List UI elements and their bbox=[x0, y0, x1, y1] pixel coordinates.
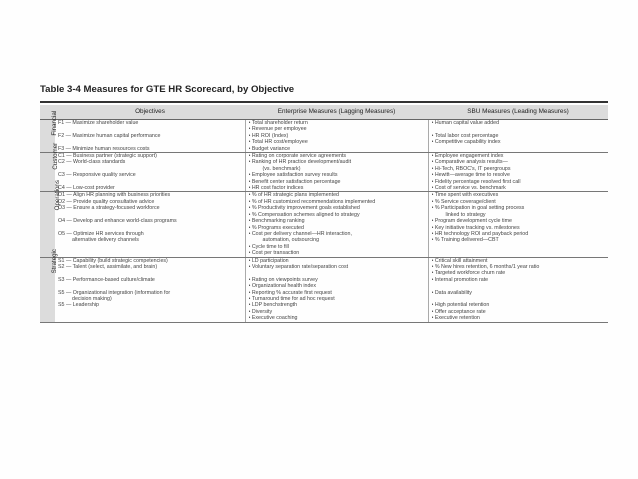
enterprise-measure-item: • Total shareholder return bbox=[249, 120, 425, 126]
table-row bbox=[40, 120, 608, 133]
sbu-measure-item: • Targeted workforce churn rate bbox=[432, 270, 606, 276]
sbu-measure-item: • Data availability bbox=[432, 290, 606, 296]
enterprise-measure-item: • Cost per delivery channel—HR interaction, bbox=[249, 231, 425, 237]
objective-cell bbox=[55, 133, 245, 146]
enterprise-measure-cell bbox=[245, 146, 428, 153]
header-row bbox=[40, 105, 608, 120]
table-row bbox=[40, 277, 608, 290]
enterprise-measure-cell bbox=[245, 153, 428, 173]
enterprise-measure-item: • Voluntary separation rate/separation cost bbox=[249, 264, 425, 270]
objective-cell bbox=[55, 231, 245, 257]
sbu-measure-item: • HR technology ROI and payback period bbox=[432, 231, 606, 237]
sbu-measure-item: • Offer acceptance rate bbox=[432, 309, 606, 315]
table-row bbox=[40, 290, 608, 303]
group-label-cell bbox=[40, 248, 59, 322]
sbu-measure-item: • Cost of service vs. benchmark bbox=[432, 185, 606, 191]
enterprise-measure-item: automation, outsourcing bbox=[262, 237, 320, 244]
objective-item: S3 — Performance-based culture/climate bbox=[58, 276, 155, 283]
table-row bbox=[40, 218, 608, 231]
objective-cell bbox=[55, 192, 245, 218]
objective-cell bbox=[55, 218, 245, 231]
table-row bbox=[40, 146, 608, 153]
sbu-measure-item: • Executive retention bbox=[432, 315, 606, 321]
sbu-measure-cell bbox=[428, 277, 608, 290]
objective-cell bbox=[55, 257, 245, 277]
sbu-measure-item: • Time spent with executives bbox=[432, 192, 606, 198]
enterprise-measure-item: (vs. benchmark) bbox=[262, 165, 301, 172]
sbu-measure-item: • Program development cycle time bbox=[432, 218, 606, 224]
sbu-measure-item: • % Participation in goal setting process bbox=[432, 205, 606, 211]
enterprise-measure-cell bbox=[245, 290, 428, 303]
objective-item: F2 — Maximize human capital performance bbox=[58, 132, 161, 139]
enterprise-measure-item: • Executive coaching bbox=[249, 315, 425, 321]
enterprise-measure-item: • HR ROI (Index) bbox=[249, 133, 425, 139]
sbu-measure-cell bbox=[428, 172, 608, 192]
sbu-measure-item: • Competitive capability index bbox=[432, 139, 606, 145]
sbu-measure-cell bbox=[428, 302, 608, 322]
enterprise-measure-item: • Rating on viewpoints survey bbox=[249, 277, 425, 283]
sbu-measure-item: linked to strategy bbox=[445, 211, 486, 218]
enterprise-measure-item: • LD participation bbox=[249, 258, 425, 264]
enterprise-measure-item: • % Productivity improvement goals established bbox=[249, 205, 425, 211]
sbu-measure-item: • Hi-Tech, RBOC's, IT peergroups bbox=[432, 166, 606, 172]
sbu-measure-cell bbox=[428, 146, 608, 153]
enterprise-measure-item: • Benchmarking ranking bbox=[249, 218, 425, 224]
sbu-measure-item: • Key initiative tracking vs. milestones bbox=[432, 225, 606, 231]
enterprise-measure-item: • LDP benchstrength bbox=[249, 302, 425, 308]
title-rule bbox=[40, 101, 608, 103]
table-row bbox=[40, 153, 608, 173]
objective-cell bbox=[55, 302, 245, 322]
enterprise-measure-item: • Organizational health index bbox=[249, 283, 425, 289]
sbu-measure-item: • Total labor cost percentage bbox=[432, 133, 606, 139]
enterprise-measure-cell bbox=[245, 231, 428, 257]
sbu-measure-item: • Critical skill attainment bbox=[432, 258, 606, 264]
sbu-measure-cell bbox=[428, 231, 608, 257]
table-row bbox=[40, 172, 608, 192]
sbu-measure-cell bbox=[428, 153, 608, 173]
enterprise-measure-cell bbox=[245, 120, 428, 133]
sbu-measure-cell bbox=[428, 218, 608, 231]
sbu-measure-item: • % Training delivered—CBT bbox=[432, 237, 606, 243]
sbu-measure-item: • Fidelity percentage resolved first call bbox=[432, 179, 606, 185]
enterprise-measure-cell bbox=[245, 192, 428, 218]
sbu-measure-item: • % New hires retention, 6 months/1 year ratio bbox=[432, 264, 606, 270]
sbu-measure-cell bbox=[428, 290, 608, 303]
enterprise-measure-item: • % of HR customized recommendations implemented bbox=[249, 199, 425, 205]
objective-item: F3 — Minimize human resources costs bbox=[58, 145, 150, 152]
enterprise-measure-cell bbox=[245, 218, 428, 231]
header-sbu-measures: SBU Measures (Leading Measures) bbox=[428, 105, 608, 120]
table-row bbox=[40, 257, 608, 277]
objective-item: C4 — Low-cost provider bbox=[58, 185, 115, 192]
sbu-measure-cell bbox=[428, 120, 608, 133]
enterprise-measure-item: • Reporting % accurate first request bbox=[249, 290, 425, 296]
header-enterprise-measures: Enterprise Measures (Lagging Measures) bbox=[245, 105, 428, 120]
table-row bbox=[40, 133, 608, 146]
enterprise-measure-item: • Cost per transaction bbox=[249, 250, 425, 256]
sbu-measure-item: • Employee engagement index bbox=[432, 153, 606, 159]
group-label: Strategic bbox=[51, 248, 59, 273]
objective-item: O1 — Align HR planning with business priorities bbox=[58, 192, 171, 199]
sbu-measure-item: • Hewitt—average time to resolve bbox=[432, 172, 606, 178]
objective-item: O5 — Optimize HR services through bbox=[58, 230, 144, 237]
sbu-measure-item: • % Service coverage/client bbox=[432, 199, 606, 205]
enterprise-measure-item: • Cycle time to fill bbox=[249, 244, 425, 250]
enterprise-measure-item: • % of HR strategic plans implemented bbox=[249, 192, 425, 198]
scorecard-table bbox=[40, 105, 608, 323]
sbu-measure-cell bbox=[428, 257, 608, 277]
enterprise-measure-item: • Employee satisfaction survey results bbox=[249, 172, 425, 178]
sbu-measure-item: • High potential retention bbox=[432, 302, 606, 308]
objective-item: O4 — Develop and enhance world-class programs bbox=[58, 218, 177, 225]
table-row bbox=[40, 231, 608, 257]
objective-item: decision making) bbox=[72, 295, 112, 302]
objective-cell bbox=[55, 153, 245, 173]
sbu-measure-item: • Human capital value added bbox=[432, 120, 606, 126]
group-label: Financial bbox=[51, 110, 59, 136]
enterprise-measure-item: • Budget variance bbox=[249, 146, 425, 152]
objective-item: S5 — Leadership bbox=[58, 302, 99, 309]
enterprise-measure-cell bbox=[245, 133, 428, 146]
enterprise-measure-item: • % Compensation schemes aligned to strategy bbox=[249, 212, 425, 218]
objective-item: C1 — Business partner (strategic support) bbox=[58, 153, 157, 160]
objective-cell bbox=[55, 172, 245, 192]
enterprise-measure-item: • Revenue per employee bbox=[249, 126, 425, 132]
enterprise-measure-cell bbox=[245, 302, 428, 322]
enterprise-measure-item: • Ranking of HR practice development/audit bbox=[249, 159, 425, 165]
group-label: Customer bbox=[52, 142, 60, 170]
table-row bbox=[40, 302, 608, 322]
enterprise-measure-item: • HR cost factor indices bbox=[249, 185, 425, 191]
table-row bbox=[40, 192, 608, 218]
group-label: Operations bbox=[53, 180, 61, 211]
header-objectives: Objectives bbox=[55, 105, 245, 120]
sbu-measure-cell bbox=[428, 133, 608, 146]
enterprise-measure-item: • Diversity bbox=[249, 309, 425, 315]
table-title: Table 3-4 Measures for GTE HR Scorecard, by Objective bbox=[40, 84, 295, 95]
objective-item: S1 — Capability (build strategic competencies) bbox=[58, 257, 168, 264]
group-label-cell bbox=[40, 142, 60, 192]
enterprise-measure-item: • Benefit center satisfaction percentage bbox=[249, 179, 425, 185]
objective-item: S5 — Organizational integration (information for bbox=[58, 289, 171, 296]
enterprise-measure-item: • Total HR cost/employee bbox=[249, 139, 425, 145]
enterprise-measure-item: • Rating on corporate service agreements bbox=[249, 153, 425, 159]
objective-item: S2 — Talent (select, assimilate, and brain) bbox=[58, 263, 158, 270]
objective-item: O2 — Provide quality consultative advice bbox=[58, 198, 155, 205]
enterprise-measure-item: • Turnaround time for ad hoc request bbox=[249, 296, 425, 302]
objective-cell bbox=[55, 277, 245, 290]
objective-item: O3 — Ensure a strategy-focused workforce bbox=[58, 205, 160, 212]
objective-cell bbox=[55, 146, 245, 153]
sbu-measure-item: • Comparative analysis results— bbox=[432, 159, 606, 165]
objective-item: F1 — Maximize shareholder value bbox=[58, 120, 139, 126]
sbu-measure-cell bbox=[428, 192, 608, 218]
enterprise-measure-cell bbox=[245, 257, 428, 277]
objective-item: alternative delivery channels bbox=[72, 237, 139, 244]
enterprise-measure-cell bbox=[245, 277, 428, 290]
sbu-measure-item: • Internal promotion rate bbox=[432, 277, 606, 283]
enterprise-measure-cell bbox=[245, 172, 428, 192]
enterprise-measure-item: • % Programs executed bbox=[249, 225, 425, 231]
objective-item: C3 — Responsive quality service bbox=[58, 172, 136, 179]
objective-cell bbox=[55, 120, 245, 133]
objective-item: C2 — World-class standards bbox=[58, 159, 126, 166]
group-label-cell bbox=[40, 180, 61, 257]
objective-cell bbox=[55, 290, 245, 303]
